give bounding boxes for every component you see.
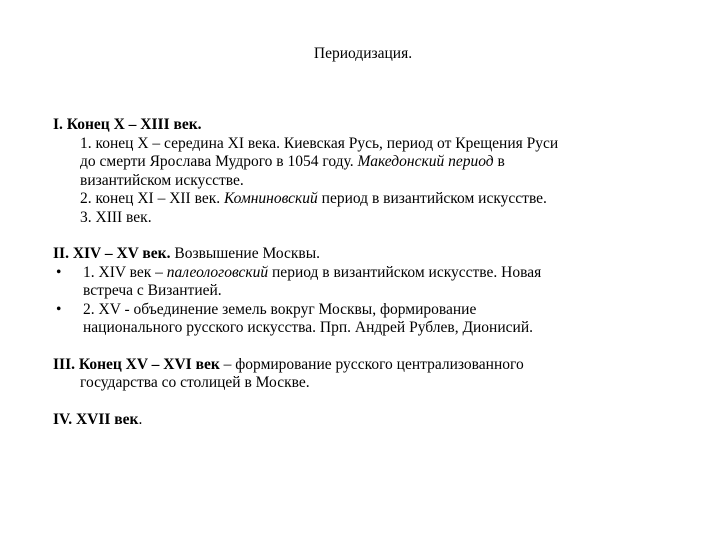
bullet-text: 1. XIV век – [83,263,167,281]
item-text: византийском искусстве. [80,171,244,189]
section-2 [53,245,653,338]
section-2-bullet-2 [53,301,653,338]
bullet-text-line2: национального русского искусства. Прп. Андрей Рублев, Дионисий. [83,319,533,336]
item-number: 2. [80,190,92,207]
item-italic-text: Комниновский [223,190,318,207]
document-body [53,116,653,429]
item-number: 3. [80,208,92,226]
item-italic-text: Македонский период [357,153,494,170]
section-1-item-2 [53,190,653,209]
bullet-text-line1: 2. XV - объединение земель вокруг Москвы, формирование [83,300,477,318]
section-1 [53,116,653,227]
section-2-heading-rest: Возвышение Москвы. [170,245,321,262]
item-text: конец X – середина XI века. Киевская Русь, период от Крещения Руси [91,134,559,152]
item-text: в [493,153,505,170]
section-1-item-1-continued [53,153,653,190]
section-2-bullet-1 [53,264,653,301]
section-3-heading-rest: – формирование русского централизованного [219,355,524,373]
section-2-heading: II. XIV – XV век. [53,245,171,262]
section-3 [53,356,653,393]
bullet-italic-text: палеологовский [166,263,269,281]
bullet-icon: • [56,300,62,318]
section-3-text-line2: государства со столицей в Москве. [80,374,310,391]
bullet-text-line2: встреча с Византией. [83,282,222,299]
bullet-icon: • [56,263,62,281]
item-text: XIII век. [91,208,152,226]
section-1-item-1 [53,135,653,154]
bullet-text: период в византийском искусстве. Новая [268,263,542,281]
item-text: период в византийском искусстве. [317,190,547,207]
section-3-heading: III. Конец XV – XVI век [53,355,220,373]
item-number: 1. [80,134,92,152]
section-4-heading: IV. XVII век [53,410,139,428]
section-1-item-3 [53,209,653,228]
page-title: Периодизация. [313,45,413,62]
section-1-heading: I. Конец X – XIII век. [53,116,202,133]
section-4 [53,411,653,430]
item-text: конец XI – XII век. [91,190,224,207]
section-4-heading-rest: . [138,410,143,428]
item-text: до смерти Ярослава Мудрого в 1054 году. [80,153,358,170]
